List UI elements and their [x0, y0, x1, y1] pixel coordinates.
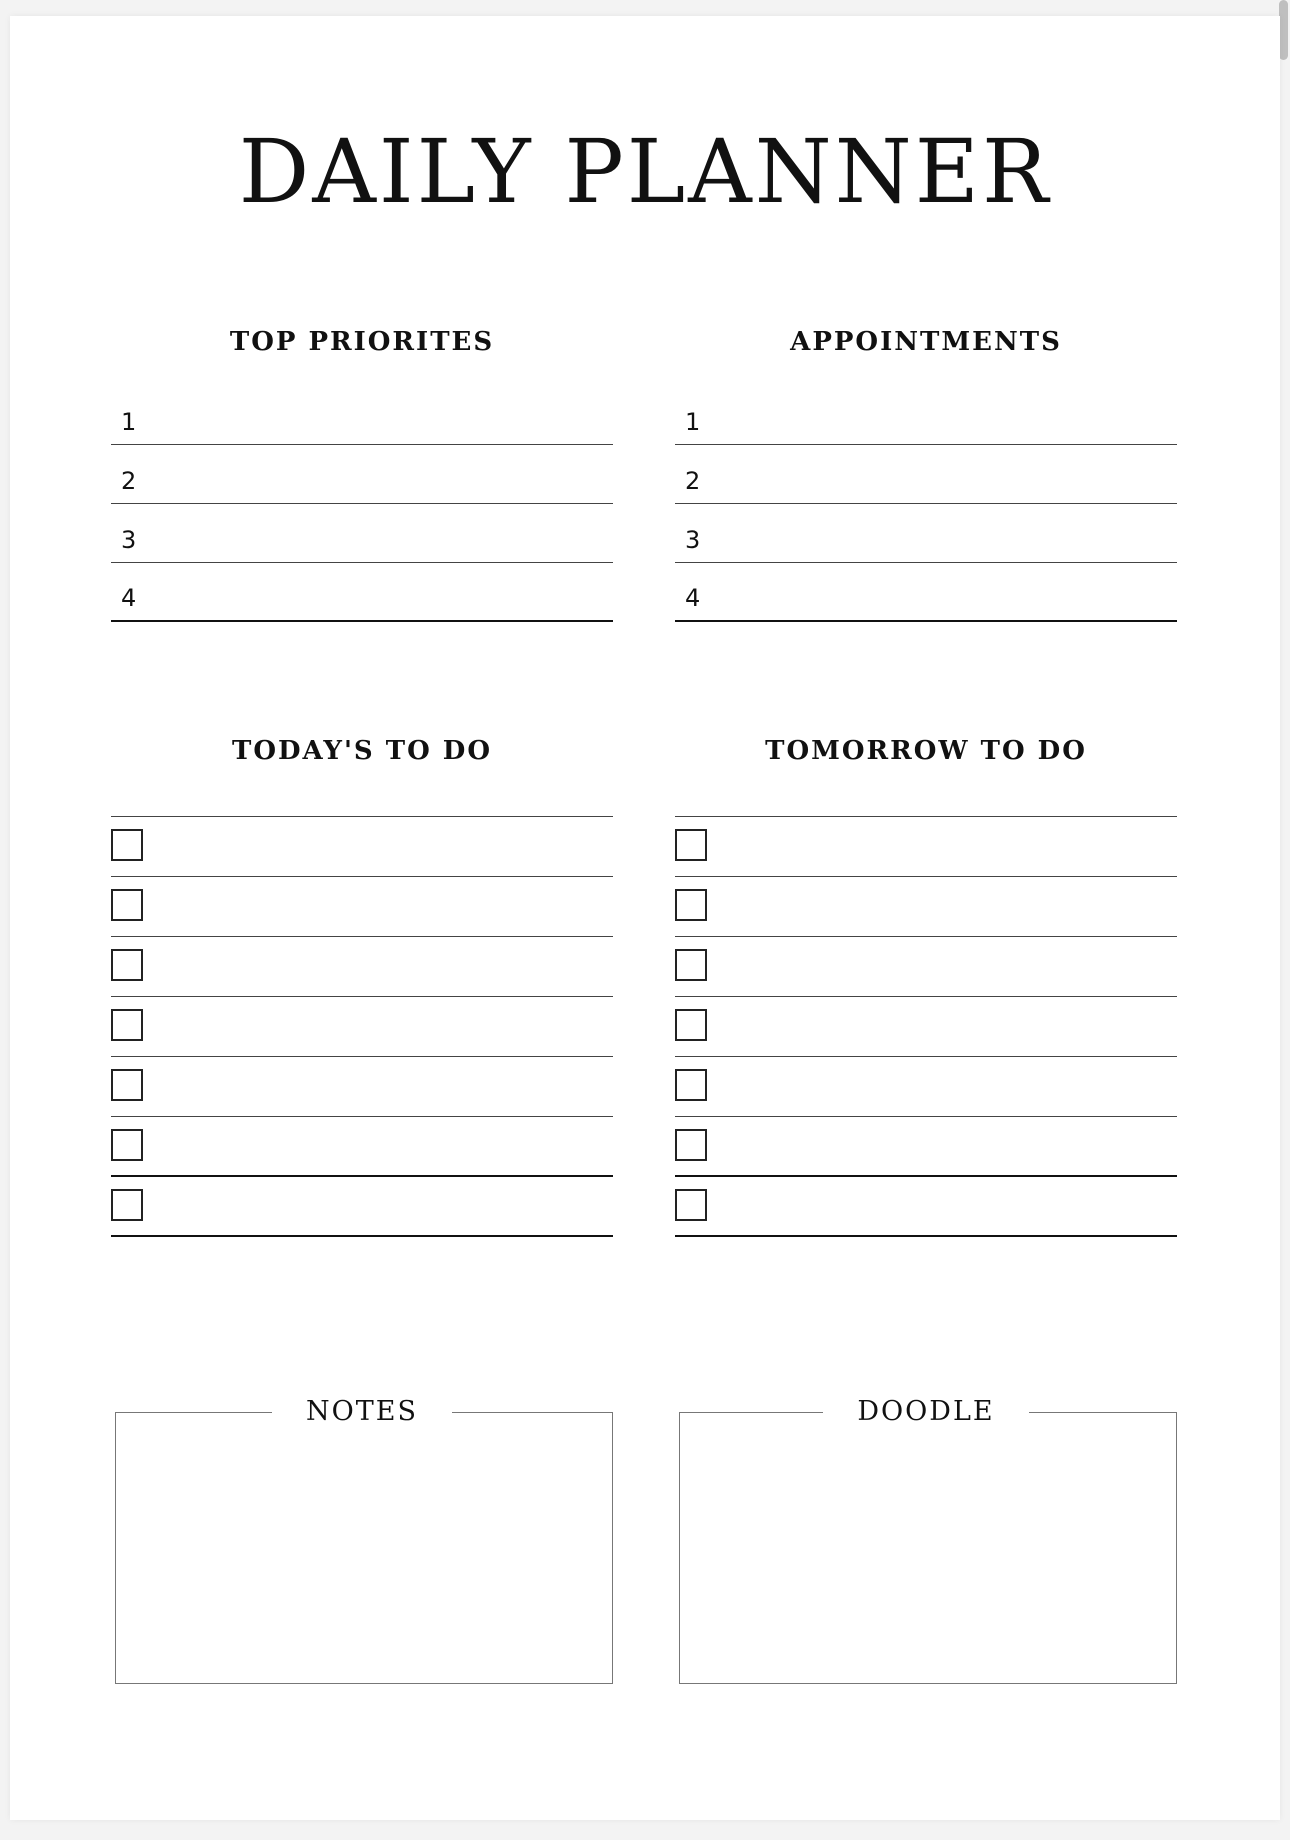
- appointments-section: [675, 329, 1177, 638]
- appointment-line[interactable]: [675, 445, 1177, 504]
- todo-line[interactable]: [111, 937, 613, 997]
- checkbox[interactable]: [675, 889, 707, 921]
- priority-line[interactable]: [111, 393, 613, 445]
- line-number: 1: [121, 408, 137, 436]
- priority-line[interactable]: [111, 445, 613, 504]
- checkbox[interactable]: [675, 829, 707, 861]
- todo-line[interactable]: [675, 997, 1177, 1057]
- checkbox[interactable]: [111, 1189, 143, 1221]
- line-number: 4: [121, 584, 137, 612]
- priority-line[interactable]: [111, 504, 613, 563]
- doodle-box[interactable]: [679, 1412, 1177, 1684]
- priority-line[interactable]: [111, 563, 613, 622]
- top-priorities-heading: TOP PRIORITES: [229, 327, 495, 357]
- checkbox[interactable]: [111, 949, 143, 981]
- doodle-section: [675, 1394, 1177, 1684]
- line-number: 3: [121, 526, 137, 554]
- todays-todo-heading: TODAY'S TO DO: [231, 736, 492, 766]
- doodle-heading-wrap: [675, 1394, 1177, 1430]
- checkbox[interactable]: [111, 1009, 143, 1041]
- todo-line[interactable]: [111, 997, 613, 1057]
- doodle-heading: DOODLE: [823, 1394, 1028, 1430]
- line-number: 2: [121, 467, 137, 495]
- appointments-list: [675, 393, 1177, 622]
- notes-box[interactable]: [115, 1412, 613, 1684]
- checkbox[interactable]: [675, 1009, 707, 1041]
- scrollbar[interactable]: [1279, 0, 1288, 60]
- todo-line[interactable]: [675, 937, 1177, 997]
- todo-line[interactable]: [675, 1177, 1177, 1237]
- tomorrow-todo-list: [675, 816, 1177, 1237]
- todo-line[interactable]: [675, 877, 1177, 937]
- line-number: 2: [685, 467, 701, 495]
- notes-heading-wrap: [111, 1394, 613, 1430]
- appointment-line[interactable]: [675, 504, 1177, 563]
- checkbox[interactable]: [111, 1129, 143, 1161]
- todo-line[interactable]: [111, 1117, 613, 1177]
- checkbox[interactable]: [111, 889, 143, 921]
- todo-line[interactable]: [111, 817, 613, 877]
- todo-line[interactable]: [675, 1057, 1177, 1117]
- todo-line[interactable]: [675, 817, 1177, 877]
- top-priorities-list: [111, 393, 613, 622]
- checkbox[interactable]: [111, 829, 143, 861]
- todays-todo-section: [111, 738, 613, 1253]
- todo-line[interactable]: [111, 877, 613, 937]
- todays-todo-list: [111, 816, 613, 1237]
- appointments-heading: APPOINTMENTS: [790, 327, 1062, 357]
- todo-line[interactable]: [111, 1177, 613, 1237]
- checkbox[interactable]: [675, 1189, 707, 1221]
- checkbox[interactable]: [675, 1069, 707, 1101]
- tomorrow-todo-heading: TOMORROW TO DO: [765, 736, 1087, 766]
- notes-heading: NOTES: [272, 1394, 452, 1430]
- page-title: DAILY PLANNER: [238, 120, 1052, 223]
- tomorrow-todo-section: [675, 738, 1177, 1253]
- appointment-line[interactable]: [675, 393, 1177, 445]
- appointment-line[interactable]: [675, 563, 1177, 622]
- checkbox[interactable]: [111, 1069, 143, 1101]
- planner-page: [10, 16, 1280, 1820]
- notes-section: [111, 1394, 613, 1684]
- checkbox[interactable]: [675, 1129, 707, 1161]
- todo-line[interactable]: [111, 1057, 613, 1117]
- todo-line[interactable]: [675, 1117, 1177, 1177]
- line-number: 3: [685, 526, 701, 554]
- line-number: 1: [685, 408, 701, 436]
- checkbox[interactable]: [675, 949, 707, 981]
- top-priorities-section: [111, 329, 613, 638]
- line-number: 4: [685, 584, 701, 612]
